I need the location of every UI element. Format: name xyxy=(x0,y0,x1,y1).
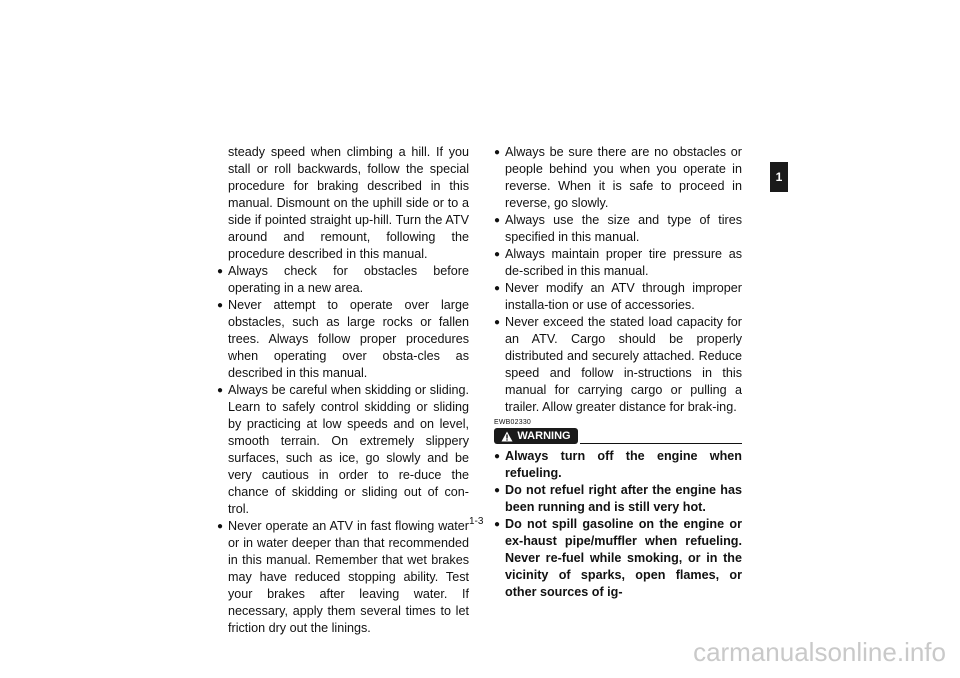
chapter-tab: 1 xyxy=(770,162,788,192)
list-item: ● Always be sure there are no obstacles or people behind you when you operate in reverse. When it is safe to proceed in reverse, go slowly. xyxy=(494,145,742,210)
bullet-icon: ● xyxy=(494,215,501,226)
bullet-icon: ● xyxy=(494,317,501,328)
list-item: ● Never exceed the stated load capacity for an ATV. Cargo should be properly distributed and securely attached. Reduce speed and follow in-structions in this manual for carrying cargo or pulling a trailer. Allow greater distance for brak-ing. xyxy=(494,315,742,414)
warning-rule xyxy=(580,443,742,444)
bullet-icon: ● xyxy=(494,485,501,496)
list-item: ● Always turn off the engine when refueling. xyxy=(494,449,742,480)
bullet-icon: ● xyxy=(217,385,224,396)
page-number: 1-3 xyxy=(469,516,484,527)
list-item: ● Never operate an ATV in fast flowing water or in water deeper than that recommended in this manual. Remember that wet brakes may have reduced stopping ability. Test your brakes after leaving water. If necessary, apply them several times to let friction dry out the linings. xyxy=(217,519,469,635)
bullet-icon: ● xyxy=(494,249,501,260)
list-item: ● Always maintain proper tire pressure as de-scribed in this manual. xyxy=(494,247,742,278)
warning-label: WARNING xyxy=(517,429,571,442)
bullet-icon: ● xyxy=(494,283,501,294)
watermark: carmanualsonline.info xyxy=(693,637,946,667)
bullet-icon: ● xyxy=(217,266,224,277)
intro-paragraph: steady speed when climbing a hill. If you stall or roll backwards, follow the special procedure for braking described in this manual. Dismount on the uphill side or to a side if pointed straight up-hill. Turn the ATV around and remount, following the procedure described in this manual. xyxy=(228,145,469,261)
left-column xyxy=(217,144,469,637)
bullet-icon: ● xyxy=(494,519,501,530)
list-item: ● Always use the size and type of tires specified in this manual. xyxy=(494,213,742,244)
bullet-icon: ● xyxy=(217,300,224,311)
list-item: ● Never attempt to operate over large obstacles, such as large rocks or fallen trees. Always follow proper procedures when operating over obsta-cles as described in this manual. xyxy=(217,298,469,380)
list-item: ● Do not refuel right after the engine has been running and is still very hot. xyxy=(494,483,742,514)
warning-badge xyxy=(494,428,578,444)
warning-triangle-icon xyxy=(501,431,513,442)
list-item: ● Never modify an ATV through improper installa-tion or use of accessories. xyxy=(494,281,742,312)
list-item: ● Always be careful when skidding or sliding. Learn to safely control skidding or sliding by practicing at low speeds and on level, smooth terrain. On extremely slippery surfaces, such as ice, go slowly and be very cautious in order to re-duce the chance of skidding or sliding out of con-trol. xyxy=(217,383,469,516)
right-column xyxy=(494,144,742,601)
warning-code: EWB02330 xyxy=(494,419,532,426)
list-item: ● Do not spill gasoline on the engine or ex-haust pipe/muffler when refueling. Never re-fuel while smoking, or in the vicinity of sparks, open flames, or other sources of ig- xyxy=(494,517,742,599)
bullet-icon: ● xyxy=(494,147,501,158)
bullet-icon: ● xyxy=(217,521,224,532)
bullet-icon: ● xyxy=(494,451,501,462)
list-item: ● Always check for obstacles before operating in a new area. xyxy=(217,264,469,295)
warning-header xyxy=(494,428,742,444)
